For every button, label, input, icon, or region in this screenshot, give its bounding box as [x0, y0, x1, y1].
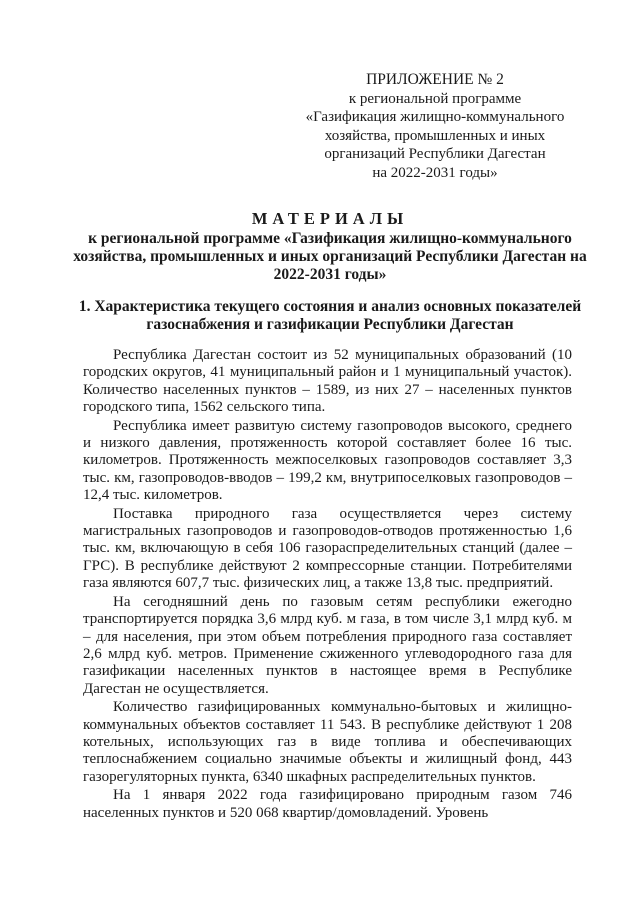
appendix-line: «Газификация жилищно-коммунального: [305, 109, 565, 125]
paragraph: На 1 января 2022 года газифицировано природным газом 746 населенных пунктов и 520 068 квартир/домовладений. Уровень: [83, 787, 572, 821]
appendix-line: к региональной программе: [348, 90, 522, 107]
appendix-line: на 2022-2031 годы»: [372, 164, 498, 181]
appendix-heading: ПРИЛОЖЕНИЕ № 2: [366, 71, 504, 88]
document-title-block: [60, 210, 600, 284]
section-heading: 1. Характеристика текущего состояния и анализ основных показателей газоснабжения и газификации Республики Дагестан: [78, 298, 582, 333]
paragraph: Количество газифицированных коммунально-бытовых и жилищно-коммунальных объектов составляет 11 543. В республике действуют 1 208 котельных, использующих газ в виде топлива и обеспечивающих теплоснабжением социально значимые объекты и жилищный фонд, 443 газорегуляторных пункта, 6340 шкафных распределительных пунктов.: [83, 699, 572, 785]
appendix-line: организаций Республики Дагестан: [324, 146, 546, 162]
paragraph: Республика имеет развитую систему газопроводов высокого, среднего и низкого давления, протяженность которой составляет более 16 тыс. километров. Протяженность межпоселковых газопроводов составляет 3,3 тыс. км, газопроводов-вводов – 199,2 км, внутрипоселковых газопроводов – 12,4 тыс. километров.: [83, 417, 572, 504]
document-subtitle: к региональной программе «Газификация жилищно-коммунального хозяйства, промышленных и иных организаций Республики Дагестан на 2022-2031 годы»: [73, 230, 587, 283]
paragraph: Поставка природного газа осуществляется через систему магистральных газопроводов и газопроводов-отводов протяженностью 1,6 тыс. км, включающую в себя 106 газораспределительных станций (далее – ГРС). В республике действуют 2 компрессорные станции. Потребителями газа являются 607,7 тыс. физических лиц, а также 13,8 тыс. предприятий.: [83, 505, 572, 592]
appendix-line: хозяйства, промышленных и иных: [324, 127, 546, 144]
paragraph: На сегодняшний день по газовым сетям республики ежегодно транспортируется порядка 3,6 млрд куб. м газа, в том числе 3,1 млрд куб. м – для населения, при этом объем потребления природного газа составляет 2,6 млрд куб. метров. Применение сжиженного углеводородного газа для газификации населенных пунктов в настоящее время в Республике Дагестан не осуществляется.: [83, 593, 572, 697]
paragraph: Республика Дагестан состоит из 52 муниципальных образований (10 городских округов, 41 муниципальный район и 1 муниципальный участок). Количество населенных пунктов – 1589, из них 27 – населенных пунктов городского типа, 1562 сельского типа.: [83, 347, 572, 416]
document-title: МАТЕРИАЛЫ: [251, 209, 409, 228]
appendix-header: [300, 71, 570, 182]
body-text: [83, 347, 572, 823]
